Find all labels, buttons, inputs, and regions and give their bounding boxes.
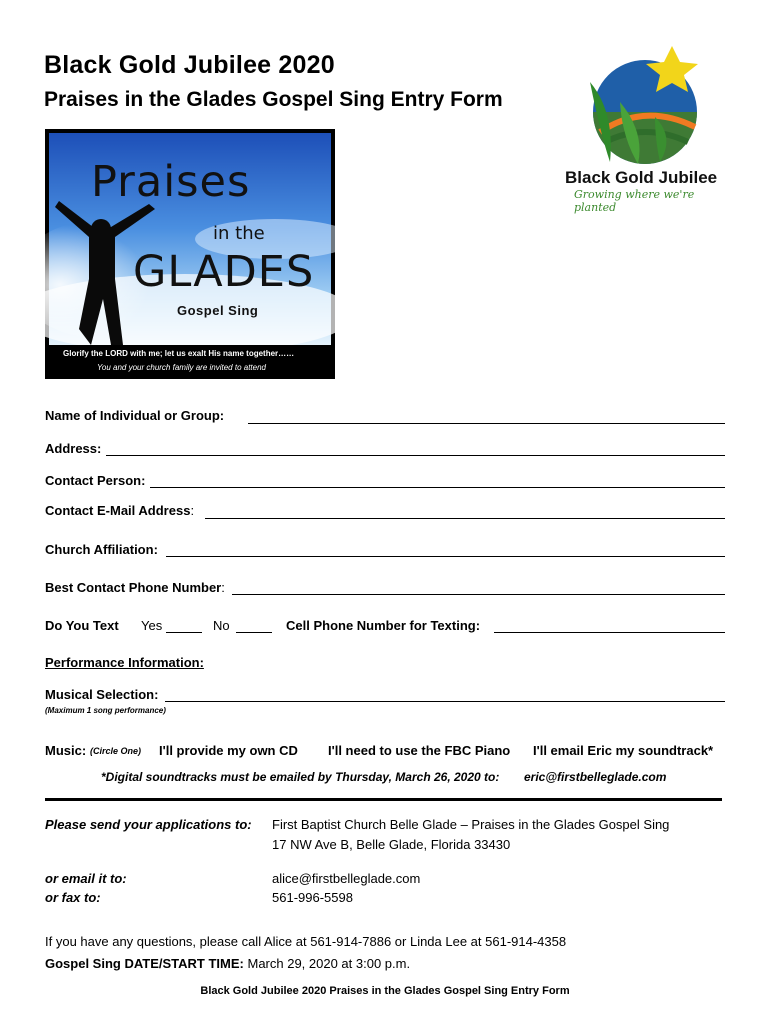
selection-field[interactable]: [165, 701, 725, 702]
music-option-email-soundtrack[interactable]: I'll email Eric my soundtrack*: [533, 743, 714, 758]
poster-verse: Glorify the LORD with me; let us exalt His name together……: [63, 349, 295, 358]
email-label: [45, 503, 194, 518]
send-applications-label: Please send your applications to:: [45, 817, 252, 832]
contact-person-label: Contact Person:: [45, 473, 146, 488]
phone-label: [45, 580, 225, 595]
address-label: Address:: [45, 441, 102, 456]
mailing-address-line1: First Baptist Church Belle Glade – Praises in the Glades Gospel Sing: [272, 817, 670, 832]
page-subtitle: Praises in the Glades Gospel Sing Entry Form: [44, 88, 503, 111]
address-field[interactable]: [106, 455, 725, 456]
date-label: Gospel Sing DATE/START TIME:: [45, 956, 244, 971]
submission-email: alice@firstbelleglade.com: [272, 871, 421, 886]
church-label: Church Affiliation:: [45, 542, 158, 557]
no-field[interactable]: [236, 632, 272, 633]
date-value: March 29, 2020 at 3:00 p.m.: [247, 956, 411, 971]
section-divider: [45, 798, 722, 801]
email-label-text: Contact E-Mail Address: [45, 503, 191, 518]
selection-note: (Maximum 1 song performance): [45, 706, 166, 715]
no-label: No: [213, 618, 230, 633]
name-label: Name of Individual or Group:: [45, 408, 225, 423]
performance-heading: Performance Information:: [45, 655, 204, 670]
contact-person-field[interactable]: [150, 487, 725, 488]
fax-label: or fax to:: [45, 890, 101, 905]
phone-label-text: Best Contact Phone Number: [45, 580, 222, 595]
music-label: Music:: [45, 743, 87, 758]
footer-title: Black Gold Jubilee 2020 Praises in the Glades Gospel Sing Entry Form: [200, 985, 570, 997]
email-label-colon: :: [190, 503, 195, 518]
church-field[interactable]: [166, 556, 725, 557]
music-option-own-cd[interactable]: I'll provide my own CD: [159, 743, 298, 758]
eric-email: eric@firstbelleglade.com: [524, 770, 667, 784]
yes-field[interactable]: [166, 632, 202, 633]
poster-word-praises: Praises: [91, 157, 251, 207]
poster-invite: You and your church family are invited to attend: [97, 363, 266, 372]
logo-graphic: [560, 42, 735, 172]
text-label: Do You Text: [45, 618, 119, 633]
page-title: Black Gold Jubilee 2020: [44, 51, 335, 79]
black-gold-jubilee-logo: [560, 42, 735, 217]
mailing-address-line2: 17 NW Ave B, Belle Glade, Florida 33430: [272, 837, 511, 852]
email-it-label: or email it to:: [45, 871, 127, 886]
logo-name: Black Gold Jubilee: [565, 168, 718, 187]
phone-field[interactable]: [232, 594, 725, 595]
email-field[interactable]: [205, 518, 725, 519]
poster-word-in-the: in the: [213, 223, 265, 244]
fax-number: 561-996-5598: [272, 890, 353, 905]
praises-poster-image: [45, 129, 335, 379]
circle-one-note: (Circle One): [90, 746, 142, 756]
yes-label: Yes: [141, 618, 163, 633]
selection-label: Musical Selection:: [45, 687, 159, 702]
poster-word-gospel-sing: Gospel Sing: [177, 303, 259, 318]
music-option-fbc-piano[interactable]: I'll need to use the FBC Piano: [328, 743, 511, 758]
poster-word-glades: GLADES: [133, 247, 315, 297]
questions-contact: If you have any questions, please call Alice at 561-914-7886 or Linda Lee at 561-914-4358: [45, 934, 567, 949]
cell-field[interactable]: [494, 632, 725, 633]
name-field[interactable]: [248, 423, 725, 424]
phone-label-colon: :: [221, 580, 225, 595]
digital-soundtrack-note: *Digital soundtracks must be emailed by Thursday, March 26, 2020 to:: [101, 770, 500, 784]
cell-label: Cell Phone Number for Texting:: [286, 618, 481, 633]
logo-tagline: Growing where we're planted: [574, 188, 695, 214]
